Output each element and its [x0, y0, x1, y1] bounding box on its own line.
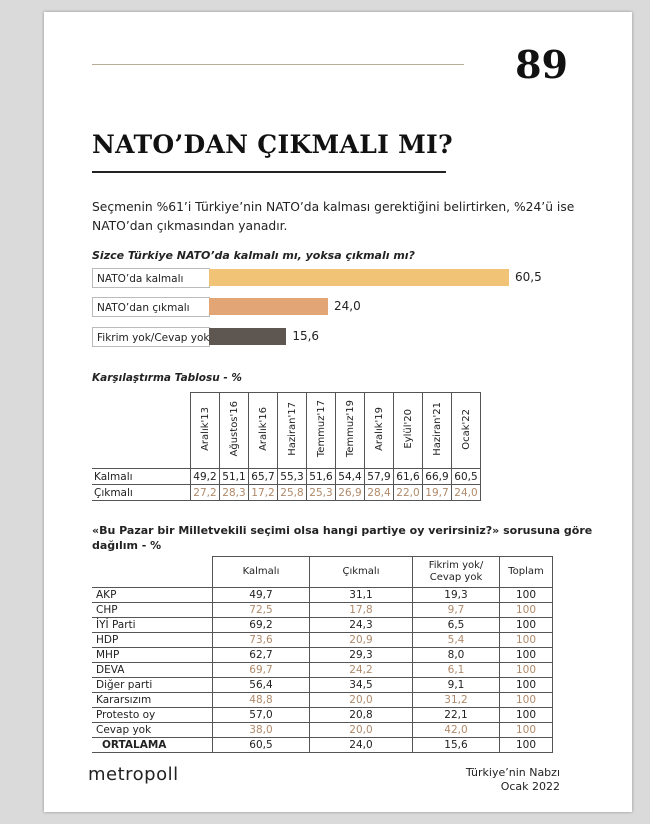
bar-1 — [209, 298, 328, 315]
party-cell: 6,1 — [413, 663, 500, 678]
period-label: Eylül'20 — [402, 409, 414, 449]
comparison-cell: 27,2 — [191, 485, 220, 501]
comparison-cell: 19,7 — [423, 485, 452, 501]
party-cell: 17,8 — [310, 603, 413, 618]
party-cell: 42,0 — [413, 723, 500, 738]
party-cell: 20,0 — [310, 723, 413, 738]
party-cell: 29,3 — [310, 648, 413, 663]
party-cell: 60,5 — [213, 738, 310, 753]
party-cell: 100 — [500, 618, 553, 633]
party-row — [92, 648, 553, 663]
party-row — [92, 678, 553, 693]
party-name: MHP — [92, 648, 213, 663]
comparison-table — [92, 392, 481, 501]
party-cell: 62,7 — [213, 648, 310, 663]
period-label: Ağustos'16 — [228, 401, 240, 457]
party-name: AKP — [92, 588, 213, 603]
comparison-cell: 60,5 — [452, 469, 481, 485]
party-cell: 100 — [500, 678, 553, 693]
party-cell: 100 — [500, 633, 553, 648]
comparison-cell: 28,3 — [220, 485, 249, 501]
header-fikrim-yok: Fikrim yok/ Cevap yok — [413, 557, 500, 588]
comparison-row — [92, 469, 481, 485]
party-cell: 34,5 — [310, 678, 413, 693]
bar-label-1: NATO’dan çıkmalı — [92, 297, 210, 317]
comparison-cell: 25,3 — [307, 485, 336, 501]
party-cell: 9,1 — [413, 678, 500, 693]
period-header — [307, 393, 336, 469]
header-kalmali: Kalmalı — [213, 557, 310, 588]
report-page — [44, 12, 632, 812]
party-cell: 72,5 — [213, 603, 310, 618]
party-cell: 56,4 — [213, 678, 310, 693]
period-label: Temmuz'17 — [315, 400, 327, 458]
party-cell: 57,0 — [213, 708, 310, 723]
survey-question: Sizce Türkiye NATO’da kalmalı mı, yoksa çıkmalı mı? — [92, 249, 415, 262]
party-cell: 100 — [500, 648, 553, 663]
period-header — [452, 393, 481, 469]
party-cell: 100 — [500, 738, 553, 753]
period-label: Ocak'22 — [460, 408, 472, 450]
header-rule — [92, 64, 464, 65]
metropoll-logo: metropoll — [88, 764, 179, 785]
party-row — [92, 723, 553, 738]
party-name: CHP — [92, 603, 213, 618]
party-name: ORTALAMA — [92, 738, 213, 753]
comparison-cell: 65,7 — [249, 469, 278, 485]
party-row — [92, 603, 553, 618]
bar-value-1: 24,0 — [334, 299, 361, 313]
comparison-cell: 66,9 — [423, 469, 452, 485]
comparison-cell: 26,9 — [336, 485, 365, 501]
period-header — [394, 393, 423, 469]
period-header — [423, 393, 452, 469]
period-header — [278, 393, 307, 469]
period-label: Haziran'17 — [286, 402, 298, 456]
party-cell: 8,0 — [413, 648, 500, 663]
period-label: Aralık'13 — [199, 407, 211, 451]
party-cell: 49,7 — [213, 588, 310, 603]
party-cell: 100 — [500, 588, 553, 603]
party-cell: 48,8 — [213, 693, 310, 708]
comparison-cell: 22,0 — [394, 485, 423, 501]
comparison-row-label: Çıkmalı — [92, 485, 191, 501]
party-cell: 100 — [500, 708, 553, 723]
comparison-cell: 54,4 — [336, 469, 365, 485]
comparison-cell: 28,4 — [365, 485, 394, 501]
party-name: Cevap yok — [92, 723, 213, 738]
party-row — [92, 663, 553, 678]
party-row — [92, 588, 553, 603]
bar-0 — [209, 269, 509, 286]
period-label: Aralık'16 — [257, 407, 269, 451]
party-cell: 24,2 — [310, 663, 413, 678]
party-table — [92, 556, 553, 753]
bar-value-2: 15,6 — [292, 329, 320, 343]
party-cell: 38,0 — [213, 723, 310, 738]
party-cell: 69,7 — [213, 663, 310, 678]
party-total-row — [92, 738, 553, 753]
party-row — [92, 693, 553, 708]
party-cell: 73,6 — [213, 633, 310, 648]
page-number: 89 — [515, 42, 568, 87]
party-cell: 69,2 — [213, 618, 310, 633]
party-name: DEVA — [92, 663, 213, 678]
period-label: Haziran'21 — [431, 402, 443, 456]
party-cell: 31,2 — [413, 693, 500, 708]
comparison-cell: 51,6 — [307, 469, 336, 485]
party-row — [92, 633, 553, 648]
party-cell: 9,7 — [413, 603, 500, 618]
party-cell: 22,1 — [413, 708, 500, 723]
comparison-cell: 51,1 — [220, 469, 249, 485]
bar-2 — [209, 328, 286, 345]
comparison-cell: 24,0 — [452, 485, 481, 501]
bar-value-0: 60,5 — [515, 270, 542, 284]
party-cell: 20,9 — [310, 633, 413, 648]
title-underline — [92, 171, 446, 173]
party-row — [92, 618, 553, 633]
period-header — [365, 393, 394, 469]
comparison-corner — [92, 393, 191, 469]
period-header — [249, 393, 278, 469]
comparison-cell: 57,9 — [365, 469, 394, 485]
party-cell: 20,0 — [310, 693, 413, 708]
comparison-header-row — [92, 393, 481, 469]
party-cell: 5,4 — [413, 633, 500, 648]
footer-line-2: Ocak 2022 — [500, 780, 560, 793]
period-header — [336, 393, 365, 469]
party-cell: 24,3 — [310, 618, 413, 633]
footer-line-1: Türkiye’nin Nabzı — [465, 766, 560, 779]
party-corner — [92, 557, 213, 588]
party-name: Kararsızım — [92, 693, 213, 708]
comparison-cell: 61,6 — [394, 469, 423, 485]
party-name: İYİ Parti — [92, 618, 213, 633]
party-cell: 100 — [500, 603, 553, 618]
footer — [466, 766, 560, 794]
lead-paragraph: Seçmenin %61’i Türkiye’nin NATO’da kalması gerektiğini belirtirken, %24’ü ise NATO’dan çıkmasından yanadır. — [92, 200, 575, 233]
header-cikmali: Çıkmalı — [310, 557, 413, 588]
comparison-cell: 55,3 — [278, 469, 307, 485]
party-cell: 6,5 — [413, 618, 500, 633]
page-title: NATO’DAN ÇIKMALI MI? — [92, 130, 453, 159]
party-cell: 100 — [500, 723, 553, 738]
party-cell: 19,3 — [413, 588, 500, 603]
period-label: Temmuz'19 — [344, 400, 356, 458]
comparison-title: Karşılaştırma Tablosu - % — [92, 372, 242, 384]
comparison-row — [92, 485, 481, 501]
comparison-cell: 25,8 — [278, 485, 307, 501]
bar-label-2: Fikrim yok/Cevap yok — [92, 327, 210, 347]
party-cell: 24,0 — [310, 738, 413, 753]
party-cell: 100 — [500, 663, 553, 678]
party-name: Diğer parti — [92, 678, 213, 693]
party-row — [92, 708, 553, 723]
period-label: Aralık'19 — [373, 407, 385, 451]
bar-label-0: NATO’da kalmalı — [92, 268, 210, 288]
comparison-cell: 49,2 — [191, 469, 220, 485]
party-question: «Bu Pazar bir Milletvekili seçimi olsa hangi partiye oy verirsiniz?» sorusuna göre dağılım - % — [92, 524, 593, 552]
party-header-row — [92, 557, 553, 588]
comparison-row-label: Kalmalı — [92, 469, 191, 485]
party-name: Protesto oy — [92, 708, 213, 723]
party-cell: 15,6 — [413, 738, 500, 753]
comparison-cell: 17,2 — [249, 485, 278, 501]
period-header — [191, 393, 220, 469]
period-header — [220, 393, 249, 469]
header-toplam: Toplam — [500, 557, 553, 588]
party-cell: 100 — [500, 693, 553, 708]
party-cell: 31,1 — [310, 588, 413, 603]
party-name: HDP — [92, 633, 213, 648]
party-cell: 20,8 — [310, 708, 413, 723]
